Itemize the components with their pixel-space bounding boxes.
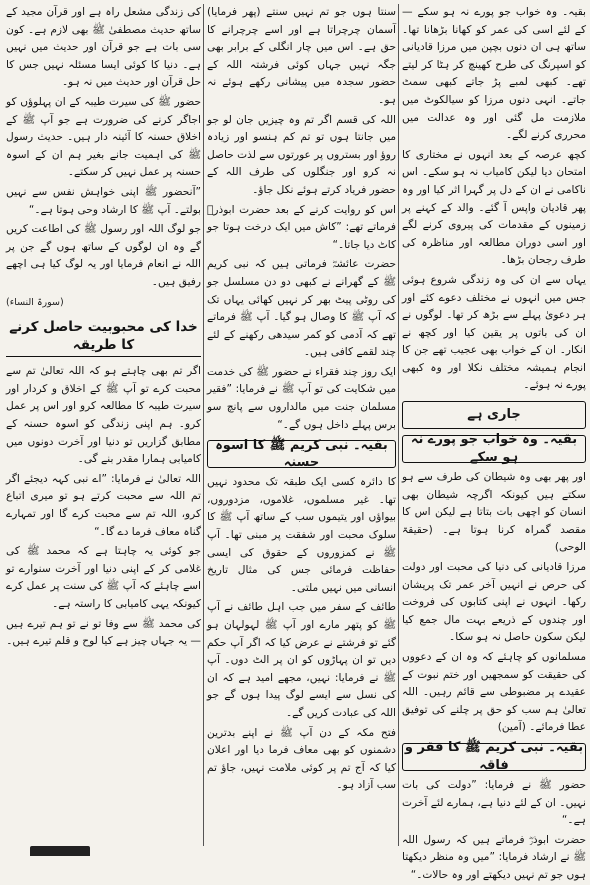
paragraph: مسلمانوں کو چاہئے کہ وہ ان کے دعووں کی حقیقت کو سمجھیں اور ختم نبوت کے عقیدے پر مضبوطی سے قائم رہیں۔ اللہ تعالیٰ ہم سب کو حق پر چلنے کی توفیق عطا فرمائے۔ (آمین) — [402, 651, 586, 734]
section-heading: بقیہ۔ وہ خواب جو پورے نہ ہو سکے — [410, 432, 578, 466]
footer-banner-fragment — [30, 846, 90, 856]
section-heading: بقیہ۔ نبی کریم ﷺ کا فقر و فاقہ — [404, 740, 584, 773]
paragraph: حضرت ابوذرؓ فرماتے ہیں کہ رسول اللہ ﷺ نے ارشاد فرمایا: ”میں وہ منظر دیکھتا ہوں جو تم نہیں دیکھتے اور وہ حالات۔“ — [402, 833, 586, 881]
paragraph: کچھ عرصہ کے بعد انہوں نے مختاری کا امتحان دیا لیکن کامیاب نہ ہو سکے۔ اس ناکامی نے ان کے دل پر گہرا اثر کیا اور وہ پھر قادیان واپس آ گئے۔ والد کے کہنے پر زمینوں کے مقدمات کی پیروی کرنے لگے اور اسی دوران مطالعہ اور مناظرہ کی طرف رجحان بڑھا۔ — [402, 148, 586, 267]
paragraph: اور پھر بھی وہ شیطان کی طرف سے ہو سکتے ہیں کیونکہ اگرچہ شیطان بھی انسان کو اچھی بات بتاتا ہے لیکن اس کا مقصد گمراہ کرنا ہوتا ہے۔ (حقیقۃ الوحی) — [402, 471, 586, 554]
section-heading: خدا کی محبوبیت حاصل کرنے کا طریقہ — [6, 317, 201, 357]
paragraph: حضرت عائشہؓ فرماتی ہیں کہ نبی کریم ﷺ کے گھرانے نے کبھی دو دن مسلسل جو کی روٹی پیٹ بھر کر نہیں کھائی یہاں تک کہ آپ ﷺ کا وصال ہو گیا۔ آپ ﷺ فرماتے تھے کہ آدمی کو کمر سیدھی رکھنے کے لئے چند لقمے کافی ہیں۔ — [207, 258, 396, 359]
paragraph: ایک روز چند فقراء نے حضور ﷺ کی خدمت میں شکایت کی تو آپ ﷺ نے فرمایا: ”فقیر مسلمان جنت میں مالداروں سے پانچ سو برس پہلے داخل ہوں گے۔“ — [207, 365, 396, 431]
paragraph: اگر تم بھی چاہتے ہو کہ اللہ تعالیٰ تم سے محبت کرے تو آپ ﷺ کے اخلاق و کردار اور سیرت طیبہ کا مطالعہ کرو اور اس پر عمل کرو۔ ہم اپنی زندگی کو اسوہ حسنہ کے مطابق گزاریں تو دنیا اور آخرت دونوں میں کامیابی ہمارا مقدر بنے گی۔ — [6, 365, 201, 466]
newspaper-page — [4, 4, 586, 881]
paragraph: حضور ﷺ کی سیرت طیبہ کے ان پہلوؤں کو اجاگر کرنے کی ضرورت ہے جو آپ ﷺ کے اخلاق حسنہ کا آئینہ دار ہیں۔ حدیث رسول ﷺ کی اہمیت جانے بغیر ہم ان کے اسوہ حسنہ پر عمل نہیں کر سکتے۔ — [6, 95, 201, 179]
paragraph: مرزا قادیانی کی دنیا کی محبت اور دولت کی حرص نے انہیں آخر عمر تک پریشان رکھا۔ انہوں نے اپنی کتابوں کی فروخت اور چندوں کے ذریعے بہت مال جمع کیا لیکن سکون حاصل نہ ہو سکا۔ — [402, 561, 586, 644]
paragraph: اللہ تعالیٰ نے فرمایا: ”اے نبی کہہ دیجئے اگر تم اللہ سے محبت کرتے ہو تو میری اتباع کرو، اللہ تم سے محبت کرے گا اور تمہارے گناہ معاف فرما دے گا۔“ — [6, 472, 201, 538]
couplet: کی محمد ﷺ سے وفا تو نے تو ہم تیرے ہیں — یہ جہاں چیز ہے کیا لوح و قلم تیرے ہیں۔ — [6, 617, 201, 648]
quote: ”آنحضور ﷺ اپنی خواہش نفس سے نہیں بولتے۔ آپ ﷺ کا ارشاد وحی ہوتا ہے۔“ — [6, 185, 201, 216]
paragraph: طائف کے سفر میں جب اہل طائف نے آپ ﷺ کو پتھر مارے اور آپ ﷺ لہولہان ہو گئے تو فرشتے نے عرض کیا کہ اگر آپ حکم دیں تو ان پہاڑوں کو ان پر الٹ دوں۔ آپ ﷺ نے فرمایا: نہیں، مجھے امید ہے کہ ان کی نسل سے ایسے لوگ پیدا ہوں گے جو اللہ کی عبادت کریں گے۔ — [207, 601, 396, 719]
section-heading-box — [402, 740, 586, 773]
paragraph: اللہ کی قسم اگر تم وہ چیزیں جان لو جو میں جانتا ہوں تو تم کم ہنسو اور زیادہ روؤ اور بستروں پر عورتوں سے لذت حاصل نہ کرو اور جنگلوں کی طرف اللہ کے حضور فریاد کرتے ہوئے نکل جاؤ۔ — [207, 113, 396, 196]
column-middle — [207, 4, 396, 846]
paragraph: حضور ﷺ نے فرمایا: ”دولت کی بات نہیں۔ ان کے لئے دنیا ہے، ہمارے لئے آخرت ہے۔“ — [402, 778, 586, 827]
section-heading: بقیہ۔ نبی کریم ﷺ کا اسوہ حسنہ — [215, 437, 388, 471]
continued-label: جاری ہے — [467, 407, 521, 423]
paragraph: کا دائرہ کسی ایک طبقہ تک محدود نہیں تھا۔ غیر مسلموں، غلاموں، مزدوروں، بیواؤں اور یتیموں سب کے ساتھ آپ ﷺ کا سلوک محبت اور شفقت پر مبنی تھا۔ آپ ﷺ نے کمزوروں کے حقوق کی ایسی حفاظت فرمائی جس کی مثال تاریخ انسانی میں نہیں ملتی۔ — [207, 476, 396, 594]
paragraph: جو لوگ اللہ اور رسول ﷺ کی اطاعت کریں گے وہ ان لوگوں کے ساتھ ہوں گے جن پر اللہ نے انعام فرمایا اور یہ لوگ کیا ہی اچھے رفیق ہیں۔ — [6, 223, 201, 288]
section-heading-box — [402, 432, 586, 466]
paragraph: فتح مکہ کے دن آپ ﷺ نے اپنے بدترین دشمنوں کو بھی معاف فرما دیا اور اعلان کیا کہ آج تم پر کوئی ملامت نہیں، جاؤ تم سب آزاد ہو۔ — [207, 726, 396, 792]
continued-tag-box — [402, 401, 586, 429]
paragraph: بقیہ۔ وہ خواب جو پورے نہ ہو سکے — کے لئے اسی کی عمر کو کھانا بڑھانا تھا۔ ساتھ ہی ان دنوں بچپن میں مرزا قادیانی کو اسپرنگ کی طرح کھینچ کر ہٹا کر لیتے تھے۔ کبھی لمبے پڑ جاتے کبھی سمٹ جاتے۔ انہی دنوں مرزا کو سیالکوٹ میں ملازمت مل گئی اور وہ عدالت میں محرری کرنے لگے۔ — [402, 6, 586, 142]
column-divider — [203, 4, 204, 846]
paragraph: یہاں سے ان کی وہ زندگی شروع ہوئی جس میں انہوں نے مختلف دعوے کئے اور ہر دعویٰ پہلے سے بڑھ کر تھا۔ لوگوں نے ان کی باتوں پر یقین کیا اور کچھ نے انکار۔ ان کے خواب بھی عجیب تھے جن کا انجام ہمیشہ مختلف نکلا اور وہ کبھی پورے نہ ہوئے۔ — [402, 273, 586, 392]
section-heading-box — [207, 437, 396, 471]
column-left — [6, 4, 201, 846]
paragraph: جو کوئی یہ چاہتا ہے کہ محمد ﷺ کی غلامی کر کے اپنی دنیا اور آخرت سنوارے تو اسے چاہئے کہ آپ ﷺ کی سنت پر عمل کرے کیونکہ یہی کامیابی کا راستہ ہے۔ — [6, 545, 201, 610]
quran-reference: (سورۃ النساء) — [6, 296, 64, 308]
paragraph: سنتا ہوں جو تم نہیں سنتے (پھر فرمایا) آسمان چرچراتا ہے اور اسے چرچرانے کا حق ہے۔ اس میں چار انگلی کے برابر بھی جگہ نہیں جہاں کوئی فرشتہ اللہ کے حضور سجدہ میں پیشانی رکھے ہوئے نہ ہو۔ — [207, 6, 396, 106]
paragraph: کی زندگی مشعل راہ ہے اور قرآن مجید کے ساتھ حدیث مصطفیٰ ﷺ بھی لازم ہے۔ کون سی بات ہے جو قرآن اور حدیث میں نہیں ہے۔ دنیا کا کوئی ایسا مسئلہ نہیں جس کا حل قرآن اور حدیث میں نہ ہو۔ — [6, 6, 201, 89]
column-right — [402, 4, 586, 881]
column-divider — [398, 4, 399, 846]
paragraph: اس کو روایت کرنے کے بعد حضرت ابوذرؓ فرماتے تھے: ”کاش میں ایک درخت ہوتا جو کاٹ دیا جاتا۔“ — [207, 203, 396, 251]
